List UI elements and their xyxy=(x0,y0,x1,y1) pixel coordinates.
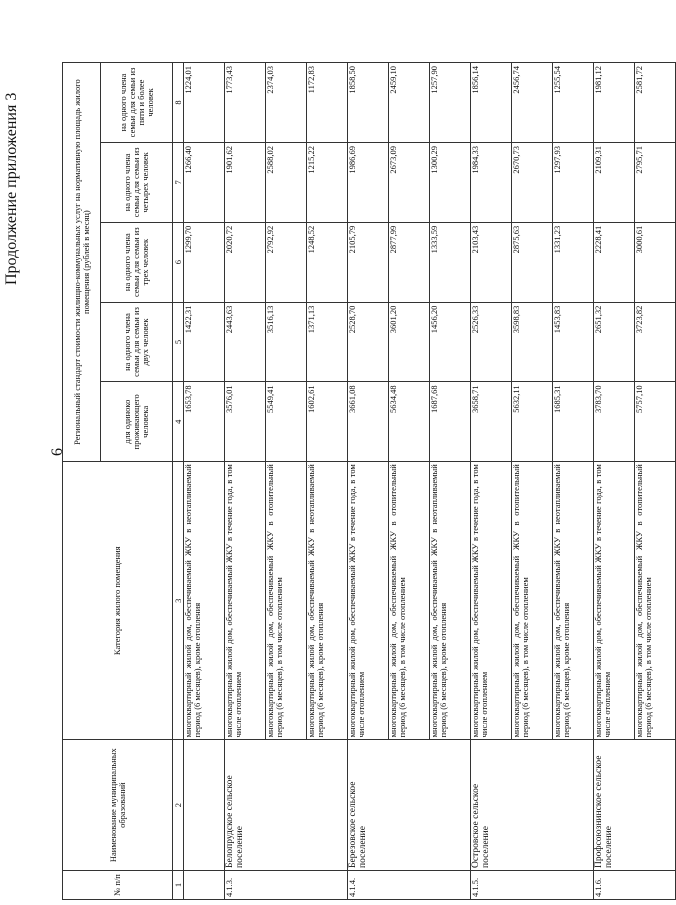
header-row xyxy=(63,63,101,900)
continuation-title: Продолжение приложения 3 xyxy=(3,92,20,285)
housing-cost-table xyxy=(62,62,676,900)
housing-category: многоквартирный жилой дом, обеспечиваемый ЖКУ в отопительный период (6 месяцев), в том числе отоплением xyxy=(635,462,676,740)
cost-value: 1215,22 xyxy=(307,142,348,222)
cost-value: 2443,63 xyxy=(225,302,266,382)
cost-value: 1266,40 xyxy=(184,142,225,222)
cost-value: 1331,23 xyxy=(553,222,594,302)
col-number: 7 xyxy=(173,142,184,222)
cost-value: 3658,71 xyxy=(471,382,512,462)
housing-category: многоквартирный жилой дом, обеспечиваемый ЖКУ в отопительный период (6 месяцев), в том числе отоплением xyxy=(389,462,430,740)
header-sub-four: на одного члена семьи для семьи из четырех человек xyxy=(101,142,173,222)
housing-category: многоквартирный жилой дом, обеспечиваемый ЖКУ в неотапливаемый период (6 месяцев), кроме отопления xyxy=(184,462,225,740)
cost-value: 1653,78 xyxy=(184,382,225,462)
cost-value: 1602,61 xyxy=(307,382,348,462)
cost-value: 1172,83 xyxy=(307,63,348,143)
municipality-name: Березовское сельское поселение xyxy=(348,740,471,871)
municipality-name: Островское сельское поселение xyxy=(471,740,594,871)
cost-value: 5549,41 xyxy=(266,382,307,462)
header-name: Наименование муниципальных образований xyxy=(63,740,173,871)
row-number: 4.1.4. xyxy=(348,870,471,899)
housing-category: многоквартирный жилой дом, обеспечиваемый ЖКУ в отопительный период (6 месяцев), в том числе отоплением xyxy=(266,462,307,740)
table-row xyxy=(348,63,389,900)
cost-value: 3661,08 xyxy=(348,382,389,462)
cost-value: 1981,12 xyxy=(594,63,635,143)
header-standard: Региональный стандарт стоимости жилищно-коммунальных услуг на нормативную площадь жилого помещения (рублей в месяц) xyxy=(63,63,101,462)
cost-value: 3598,83 xyxy=(512,302,553,382)
header-sub-five: на одного члена семьи для семьи из пяти и более человек xyxy=(101,63,173,143)
header-sub-single: для одиноко проживающего человека xyxy=(101,382,173,462)
cost-value: 1257,90 xyxy=(430,63,471,143)
row-number xyxy=(184,870,225,899)
cost-value: 2875,63 xyxy=(512,222,553,302)
cost-value: 1856,14 xyxy=(471,63,512,143)
cost-value: 2020,72 xyxy=(225,222,266,302)
col-number: 4 xyxy=(173,382,184,462)
cost-value: 1299,70 xyxy=(184,222,225,302)
header-category: Категория жилого помещения xyxy=(63,462,173,740)
cost-value: 2228,41 xyxy=(594,222,635,302)
table-row xyxy=(594,63,635,900)
col-number: 3 xyxy=(173,462,184,740)
cost-value: 2673,09 xyxy=(389,142,430,222)
table-row xyxy=(225,63,266,900)
col-number: 1 xyxy=(173,870,184,899)
cost-value: 1773,43 xyxy=(225,63,266,143)
cost-value: 2103,43 xyxy=(471,222,512,302)
cost-value: 3783,70 xyxy=(594,382,635,462)
row-number: 4.1.3. xyxy=(225,870,348,899)
cost-value: 2526,33 xyxy=(471,302,512,382)
header-sub-two: на одного члена семьи для семьи из двух человек xyxy=(101,302,173,382)
housing-category: многоквартирный жилой дом, обеспечиваемый ЖКУ в течение года, в том числе отоплением xyxy=(225,462,266,740)
cost-value: 2588,02 xyxy=(266,142,307,222)
cost-value: 1986,69 xyxy=(348,142,389,222)
cost-value: 5757,10 xyxy=(635,382,676,462)
cost-value: 5632,11 xyxy=(512,382,553,462)
column-number-row xyxy=(173,63,184,900)
cost-value: 1858,50 xyxy=(348,63,389,143)
cost-value: 1687,68 xyxy=(430,382,471,462)
cost-value: 1333,59 xyxy=(430,222,471,302)
col-number: 2 xyxy=(173,740,184,871)
cost-value: 2105,79 xyxy=(348,222,389,302)
cost-value: 1248,52 xyxy=(307,222,348,302)
cost-value: 2670,73 xyxy=(512,142,553,222)
housing-category: многоквартирный жилой дом, обеспечиваемый ЖКУ в неотапливаемый период (6 месяцев), кроме отопления xyxy=(307,462,348,740)
row-number: 4.1.5. xyxy=(471,870,594,899)
housing-category: многоквартирный жилой дом, обеспечиваемый ЖКУ в неотапливаемый период (6 месяцев), кроме отопления xyxy=(553,462,594,740)
cost-value: 1984,33 xyxy=(471,142,512,222)
page-number: 6 xyxy=(49,448,66,456)
row-number: 4.1.6. xyxy=(594,870,676,899)
housing-category: многоквартирный жилой дом, обеспечиваемый ЖКУ в течение года, в том числе отоплением xyxy=(348,462,389,740)
col-number: 5 xyxy=(173,302,184,382)
cost-value: 2109,31 xyxy=(594,142,635,222)
col-number: 8 xyxy=(173,63,184,143)
cost-value: 2877,99 xyxy=(389,222,430,302)
header-sub-three: на одного члена семьи для семьи из трех человек xyxy=(101,222,173,302)
cost-value: 1453,83 xyxy=(553,302,594,382)
housing-category: многоквартирный жилой дом, обеспечиваемый ЖКУ в отопительный период (6 месяцев), в том числе отоплением xyxy=(512,462,553,740)
cost-value: 3000,61 xyxy=(635,222,676,302)
cost-value: 2459,10 xyxy=(389,63,430,143)
cost-value: 2581,72 xyxy=(635,63,676,143)
cost-value: 2795,71 xyxy=(635,142,676,222)
header-num: № п/п xyxy=(63,870,173,899)
cost-value: 1685,31 xyxy=(553,382,594,462)
municipality-name: Профсоюзнинское сельское поселение xyxy=(594,740,676,871)
cost-value: 2528,70 xyxy=(348,302,389,382)
cost-value: 1297,93 xyxy=(553,142,594,222)
cost-value: 3576,01 xyxy=(225,382,266,462)
municipality-name xyxy=(184,740,225,871)
cost-value: 1224,01 xyxy=(184,63,225,143)
cost-value: 3723,82 xyxy=(635,302,676,382)
cost-value: 5634,48 xyxy=(389,382,430,462)
table-row xyxy=(471,63,512,900)
housing-category: многоквартирный жилой дом, обеспечиваемый ЖКУ в течение года, в том числе отоплением xyxy=(471,462,512,740)
col-number: 6 xyxy=(173,222,184,302)
cost-value: 2456,74 xyxy=(512,63,553,143)
housing-category: многоквартирный жилой дом, обеспечиваемый ЖКУ в течение года, в том числе отоплением xyxy=(594,462,635,740)
cost-value: 2651,32 xyxy=(594,302,635,382)
housing-category: многоквартирный жилой дом, обеспечиваемый ЖКУ в неотапливаемый период (6 месяцев), кроме отопления xyxy=(430,462,471,740)
cost-value: 3601,20 xyxy=(389,302,430,382)
cost-value: 2374,03 xyxy=(266,63,307,143)
table-row xyxy=(184,63,225,900)
cost-value: 1300,29 xyxy=(430,142,471,222)
cost-value: 1371,13 xyxy=(307,302,348,382)
cost-value: 2792,92 xyxy=(266,222,307,302)
cost-value: 1456,20 xyxy=(430,302,471,382)
cost-value: 1901,62 xyxy=(225,142,266,222)
cost-value: 1422,31 xyxy=(184,302,225,382)
cost-value: 3516,13 xyxy=(266,302,307,382)
municipality-name: Белопрудское сельское поселение xyxy=(225,740,348,871)
cost-value: 1255,54 xyxy=(553,63,594,143)
